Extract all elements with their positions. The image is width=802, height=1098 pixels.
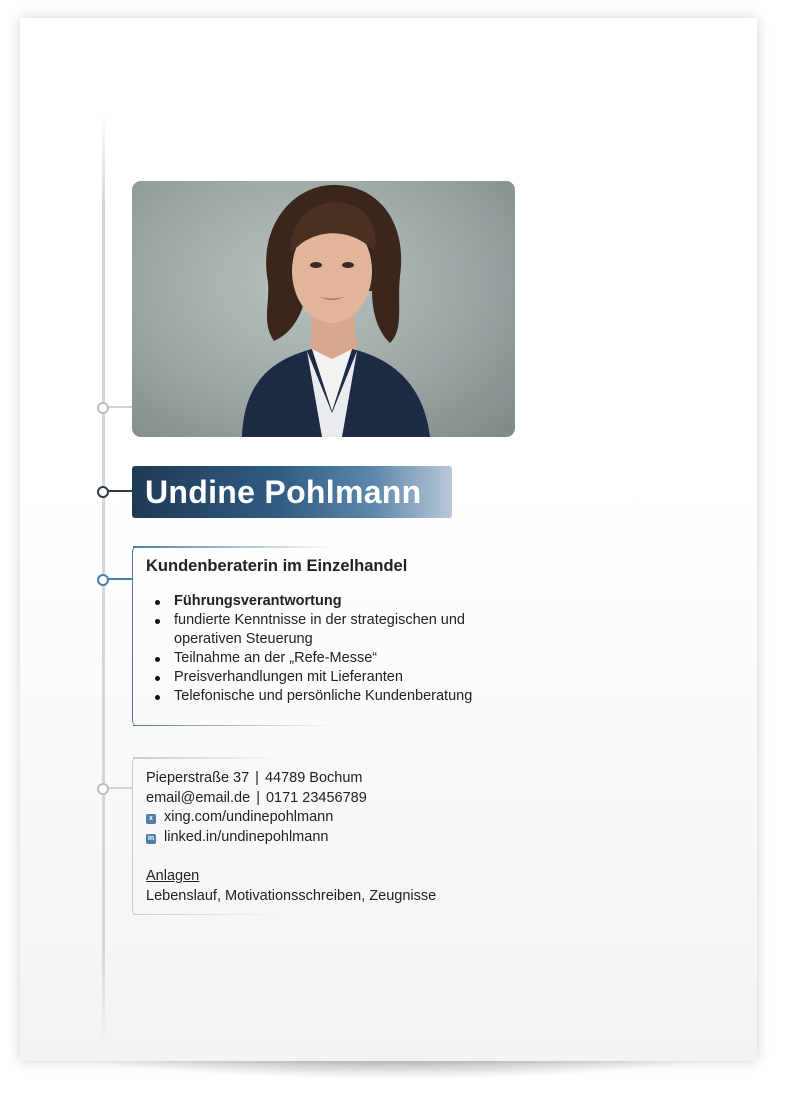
profile-timeline-node xyxy=(97,574,109,586)
name-timeline-node xyxy=(97,486,109,498)
name-banner xyxy=(132,466,452,518)
list-item-line: fundierte Kenntnisse in der strategischen und xyxy=(174,612,465,628)
list-item: Führungsverantwortung xyxy=(155,592,504,611)
contact-timeline-node xyxy=(97,783,109,795)
list-item xyxy=(155,611,504,649)
email-link[interactable]: email@email.de xyxy=(146,790,251,806)
linkedin-line[interactable] xyxy=(146,829,328,845)
linkedin-link[interactable]: linked.in/undinepohlmann xyxy=(164,829,329,845)
attachments-list: Lebenslauf, Motivationsschreiben, Zeugnisse xyxy=(146,888,437,904)
profile-section xyxy=(132,546,513,726)
list-item: Preisverhandlungen mit Lieferanten xyxy=(155,668,504,687)
address-line xyxy=(146,770,363,786)
photo-connector xyxy=(105,406,132,408)
list-item-line: operativen Steuerung xyxy=(174,631,313,647)
phone-number: 0171 23456789 xyxy=(265,790,367,806)
contact-section xyxy=(132,757,513,915)
xing-icon: x xyxy=(146,814,156,824)
contact-bottom-border xyxy=(133,914,283,916)
separator: | xyxy=(255,770,259,786)
contact-top-border xyxy=(133,757,283,759)
portrait-illustration xyxy=(132,181,515,437)
job-title: Kundenberaterin im Einzelhandel xyxy=(146,557,408,575)
contact-connector xyxy=(105,787,132,789)
applicant-name: Undine Pohlmann xyxy=(145,474,422,510)
xing-line[interactable] xyxy=(146,809,333,825)
name-connector xyxy=(105,490,132,492)
profile-top-border xyxy=(133,546,333,548)
email-phone-line xyxy=(146,790,367,806)
attachments-heading: Anlagen xyxy=(146,868,200,884)
profile-bottom-border xyxy=(133,725,333,727)
portrait-photo xyxy=(132,181,515,437)
photo-timeline-node xyxy=(97,402,109,414)
list-item: Telefonische und persönliche Kundenberatung xyxy=(155,687,504,706)
linkedin-icon: in xyxy=(147,835,155,842)
cover-page xyxy=(20,18,757,1061)
xing-link[interactable]: xing.com/undinepohlmann xyxy=(164,809,334,825)
list-item: Teilnahme an der „Refe-Messe“ xyxy=(155,649,504,668)
street: Pieperstraße 37 xyxy=(146,770,250,786)
qualifications-list xyxy=(155,592,504,706)
city: 44789 Bochum xyxy=(264,770,363,786)
profile-connector xyxy=(105,578,132,580)
separator: | xyxy=(256,790,260,806)
